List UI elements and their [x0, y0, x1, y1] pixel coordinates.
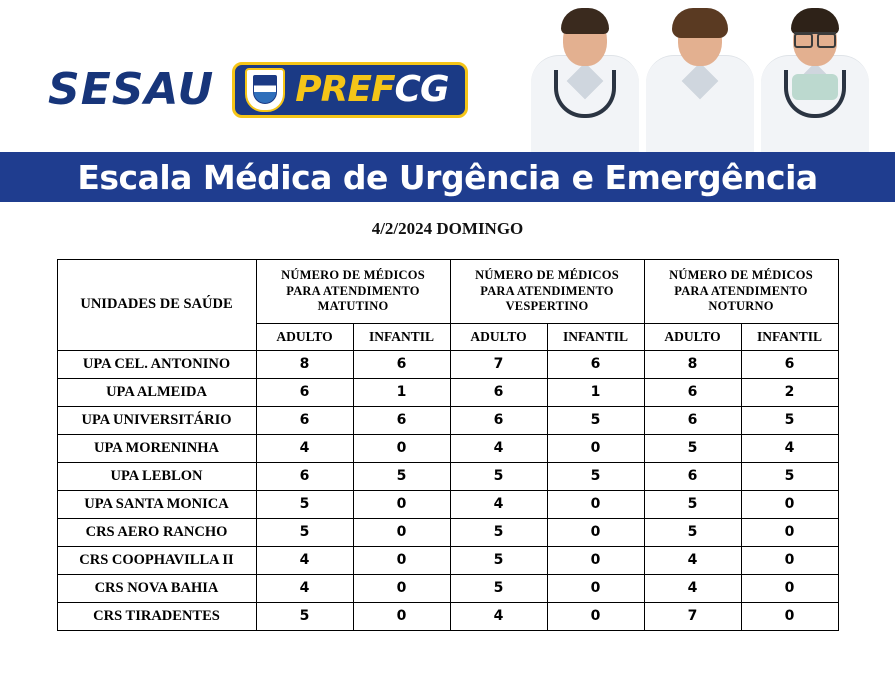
cell-afternoon-adult: 7 — [450, 350, 547, 378]
date-label: 4/2/2024 DOMINGO — [371, 219, 524, 238]
table-row — [57, 406, 838, 434]
cell-afternoon-child: 6 — [547, 350, 644, 378]
subheader-night-child: INFANTIL — [741, 323, 838, 350]
unit-name: UPA LEBLON — [57, 462, 256, 490]
table-row — [57, 546, 838, 574]
cell-morning-adult: 5 — [256, 602, 353, 630]
cell-morning-child: 0 — [353, 490, 450, 518]
cell-night-child: 0 — [741, 602, 838, 630]
subheader-afternoon-adult: ADULTO — [450, 323, 547, 350]
unit-name: CRS TIRADENTES — [57, 602, 256, 630]
schedule-table-container — [0, 245, 895, 631]
table-row — [57, 350, 838, 378]
cell-afternoon-adult: 6 — [450, 406, 547, 434]
cell-night-adult: 4 — [644, 574, 741, 602]
cell-night-child: 0 — [741, 490, 838, 518]
doctor-figure-right — [755, 2, 875, 152]
unit-name: CRS AERO RANCHO — [57, 518, 256, 546]
cell-morning-child: 6 — [353, 406, 450, 434]
cell-night-adult: 6 — [644, 406, 741, 434]
unit-name: UPA SANTA MONICA — [57, 490, 256, 518]
table-row — [57, 434, 838, 462]
city-coat-of-arms-icon — [245, 68, 285, 112]
cell-afternoon-adult: 4 — [450, 434, 547, 462]
cell-morning-child: 1 — [353, 378, 450, 406]
cell-morning-child: 0 — [353, 602, 450, 630]
cell-morning-child: 0 — [353, 518, 450, 546]
unit-name: UPA MORENINHA — [57, 434, 256, 462]
prefcg-cg-text: CG — [394, 69, 449, 110]
table-row — [57, 574, 838, 602]
prefcg-wordmark — [295, 69, 449, 110]
unit-name: UPA ALMEIDA — [57, 378, 256, 406]
cell-morning-adult: 4 — [256, 434, 353, 462]
cell-afternoon-adult: 5 — [450, 518, 547, 546]
cell-night-adult: 7 — [644, 602, 741, 630]
cell-afternoon-adult: 4 — [450, 602, 547, 630]
cell-night-child: 0 — [741, 574, 838, 602]
cell-night-child: 5 — [741, 462, 838, 490]
title-banner — [0, 152, 895, 202]
subheader-afternoon-child: INFANTIL — [547, 323, 644, 350]
cell-morning-child: 6 — [353, 350, 450, 378]
cell-afternoon-child: 0 — [547, 434, 644, 462]
cell-afternoon-adult: 5 — [450, 462, 547, 490]
table-row — [57, 518, 838, 546]
cell-night-adult: 8 — [644, 350, 741, 378]
cell-night-child: 2 — [741, 378, 838, 406]
schedule-table-body — [57, 350, 838, 630]
cell-afternoon-child: 0 — [547, 518, 644, 546]
column-group-morning: NÚMERO DE MÉDICOS PARA ATENDIMENTO MATUTINO — [256, 260, 450, 324]
cell-morning-child: 0 — [353, 434, 450, 462]
column-group-afternoon: NÚMERO DE MÉDICOS PARA ATENDIMENTO VESPERTINO — [450, 260, 644, 324]
cell-afternoon-child: 0 — [547, 490, 644, 518]
cell-morning-adult: 5 — [256, 490, 353, 518]
prefcg-pref-text: PREF — [295, 69, 395, 110]
cell-night-adult: 5 — [644, 518, 741, 546]
table-row — [57, 462, 838, 490]
cell-night-adult: 6 — [644, 378, 741, 406]
page-title: Escala Médica de Urgência e Emergência — [77, 157, 818, 197]
doctor-figure-left — [525, 2, 645, 152]
cell-night-child: 6 — [741, 350, 838, 378]
cell-night-child: 5 — [741, 406, 838, 434]
subheader-night-adult: ADULTO — [644, 323, 741, 350]
cell-morning-adult: 4 — [256, 546, 353, 574]
unit-name: UPA UNIVERSITÁRIO — [57, 406, 256, 434]
unit-name: UPA CEL. ANTONINO — [57, 350, 256, 378]
schedule-table — [57, 259, 839, 631]
table-row — [57, 378, 838, 406]
table-header-row-groups — [57, 260, 838, 324]
sesau-logo: SESAU — [48, 64, 215, 115]
cell-night-child: 4 — [741, 434, 838, 462]
cell-night-adult: 5 — [644, 490, 741, 518]
cell-night-child: 0 — [741, 518, 838, 546]
brand-row — [48, 62, 468, 118]
doctor-figure-center — [640, 2, 760, 152]
cell-morning-child: 0 — [353, 574, 450, 602]
prefcg-logo — [232, 62, 467, 118]
cell-afternoon-child: 0 — [547, 574, 644, 602]
cell-morning-child: 5 — [353, 462, 450, 490]
cell-afternoon-child: 5 — [547, 406, 644, 434]
cell-morning-adult: 4 — [256, 574, 353, 602]
cell-afternoon-adult: 5 — [450, 574, 547, 602]
table-row — [57, 490, 838, 518]
column-group-night: NÚMERO DE MÉDICOS PARA ATENDIMENTO NOTURNO — [644, 260, 838, 324]
cell-afternoon-child: 0 — [547, 546, 644, 574]
cell-night-child: 0 — [741, 546, 838, 574]
doctors-photo — [525, 0, 875, 152]
cell-morning-adult: 5 — [256, 518, 353, 546]
unit-name: CRS NOVA BAHIA — [57, 574, 256, 602]
cell-afternoon-adult: 4 — [450, 490, 547, 518]
cell-morning-adult: 6 — [256, 378, 353, 406]
cell-night-adult: 4 — [644, 546, 741, 574]
table-row — [57, 602, 838, 630]
cell-afternoon-child: 1 — [547, 378, 644, 406]
page-header — [0, 0, 895, 152]
cell-morning-child: 0 — [353, 546, 450, 574]
cell-night-adult: 5 — [644, 434, 741, 462]
cell-morning-adult: 8 — [256, 350, 353, 378]
unit-name: CRS COOPHAVILLA II — [57, 546, 256, 574]
cell-morning-adult: 6 — [256, 406, 353, 434]
cell-night-adult: 6 — [644, 462, 741, 490]
cell-afternoon-child: 0 — [547, 602, 644, 630]
cell-afternoon-adult: 6 — [450, 378, 547, 406]
cell-afternoon-adult: 5 — [450, 546, 547, 574]
cell-morning-adult: 6 — [256, 462, 353, 490]
subheader-morning-child: INFANTIL — [353, 323, 450, 350]
subheader-morning-adult: ADULTO — [256, 323, 353, 350]
cell-afternoon-child: 5 — [547, 462, 644, 490]
column-header-units: UNIDADES DE SAÚDE — [57, 260, 256, 351]
